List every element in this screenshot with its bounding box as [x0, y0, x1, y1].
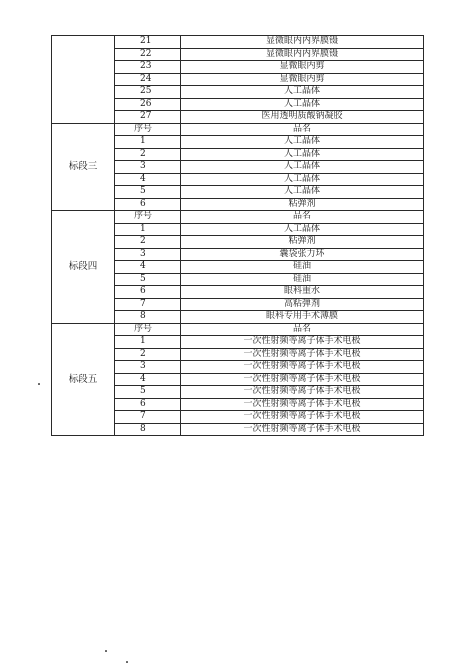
column-header-number: 序号: [115, 323, 181, 336]
item-number: 4: [115, 261, 181, 274]
item-name: 一次性射频等离子体手术电极: [181, 411, 424, 424]
item-number: 5: [115, 386, 181, 399]
table-body: [52, 36, 424, 436]
item-number: 6: [115, 198, 181, 211]
item-number: 3: [115, 161, 181, 174]
section-label: 标段三: [52, 123, 115, 211]
item-number: 1: [115, 223, 181, 236]
item-number: 4: [115, 373, 181, 386]
item-name: 粘弹剂: [181, 236, 424, 249]
item-name: 眼科专用手术薄膜: [181, 311, 424, 324]
item-name: 显微眼内内界膜镊: [181, 48, 424, 61]
item-name: 一次性射频等离子体手术电极: [181, 348, 424, 361]
item-number: 2: [115, 148, 181, 161]
table-header-row: [52, 211, 424, 224]
item-number: 25: [115, 86, 181, 99]
item-number: 3: [115, 248, 181, 261]
item-name: 粘弹剂: [181, 198, 424, 211]
column-header-number: 序号: [115, 211, 181, 224]
item-name: 囊袋张力环: [181, 248, 424, 261]
item-number: 22: [115, 48, 181, 61]
item-number: 1: [115, 136, 181, 149]
item-number: 4: [115, 173, 181, 186]
item-name: 人工晶体: [181, 136, 424, 149]
item-number: 6: [115, 286, 181, 299]
item-name: 人工晶体: [181, 86, 424, 99]
section-label: 标段四: [52, 211, 115, 324]
column-header-name: 品名: [181, 123, 424, 136]
item-name: 一次性射频等离子体手术电极: [181, 361, 424, 374]
item-number: 23: [115, 61, 181, 74]
item-name: 人工晶体: [181, 173, 424, 186]
item-number: 7: [115, 298, 181, 311]
item-number: 24: [115, 73, 181, 86]
column-header-name: 品名: [181, 211, 424, 224]
item-name: 显微眼内内界膜镊: [181, 36, 424, 49]
procurement-item-table: [51, 35, 424, 436]
item-name: 一次性射频等离子体手术电极: [181, 398, 424, 411]
item-number: 21: [115, 36, 181, 49]
item-name: 硅油: [181, 273, 424, 286]
item-name: 一次性射频等离子体手术电极: [181, 423, 424, 436]
item-number: 5: [115, 186, 181, 199]
item-name: 人工晶体: [181, 186, 424, 199]
item-name: 高粘弹剂: [181, 298, 424, 311]
table-header-row: [52, 123, 424, 136]
section-label: [52, 36, 115, 124]
item-name: 硅油: [181, 261, 424, 274]
item-name: 医用透明质酸钠凝胶: [181, 111, 424, 124]
item-number: 2: [115, 236, 181, 249]
scan-speck: [38, 383, 40, 385]
item-number: 8: [115, 311, 181, 324]
item-name: 显微眼内剪: [181, 73, 424, 86]
column-header-name: 品名: [181, 323, 424, 336]
item-name: 一次性射频等离子体手术电极: [181, 336, 424, 349]
item-number: 27: [115, 111, 181, 124]
table-header-row: [52, 323, 424, 336]
section-label: 标段五: [52, 323, 115, 436]
item-number: 3: [115, 361, 181, 374]
item-number: 1: [115, 336, 181, 349]
table-row: [52, 36, 424, 49]
item-name: 显微眼内剪: [181, 61, 424, 74]
item-number: 8: [115, 423, 181, 436]
scan-speck: [105, 650, 107, 652]
item-name: 人工晶体: [181, 98, 424, 111]
item-name: 一次性射频等离子体手术电极: [181, 373, 424, 386]
item-name: 人工晶体: [181, 223, 424, 236]
item-number: 2: [115, 348, 181, 361]
item-name: 一次性射频等离子体手术电极: [181, 386, 424, 399]
item-name: 人工晶体: [181, 161, 424, 174]
item-name: 眼科重水: [181, 286, 424, 299]
item-name: 人工晶体: [181, 148, 424, 161]
column-header-number: 序号: [115, 123, 181, 136]
item-number: 7: [115, 411, 181, 424]
scan-speck: [126, 661, 128, 663]
item-number: 26: [115, 98, 181, 111]
item-number: 6: [115, 398, 181, 411]
item-number: 5: [115, 273, 181, 286]
